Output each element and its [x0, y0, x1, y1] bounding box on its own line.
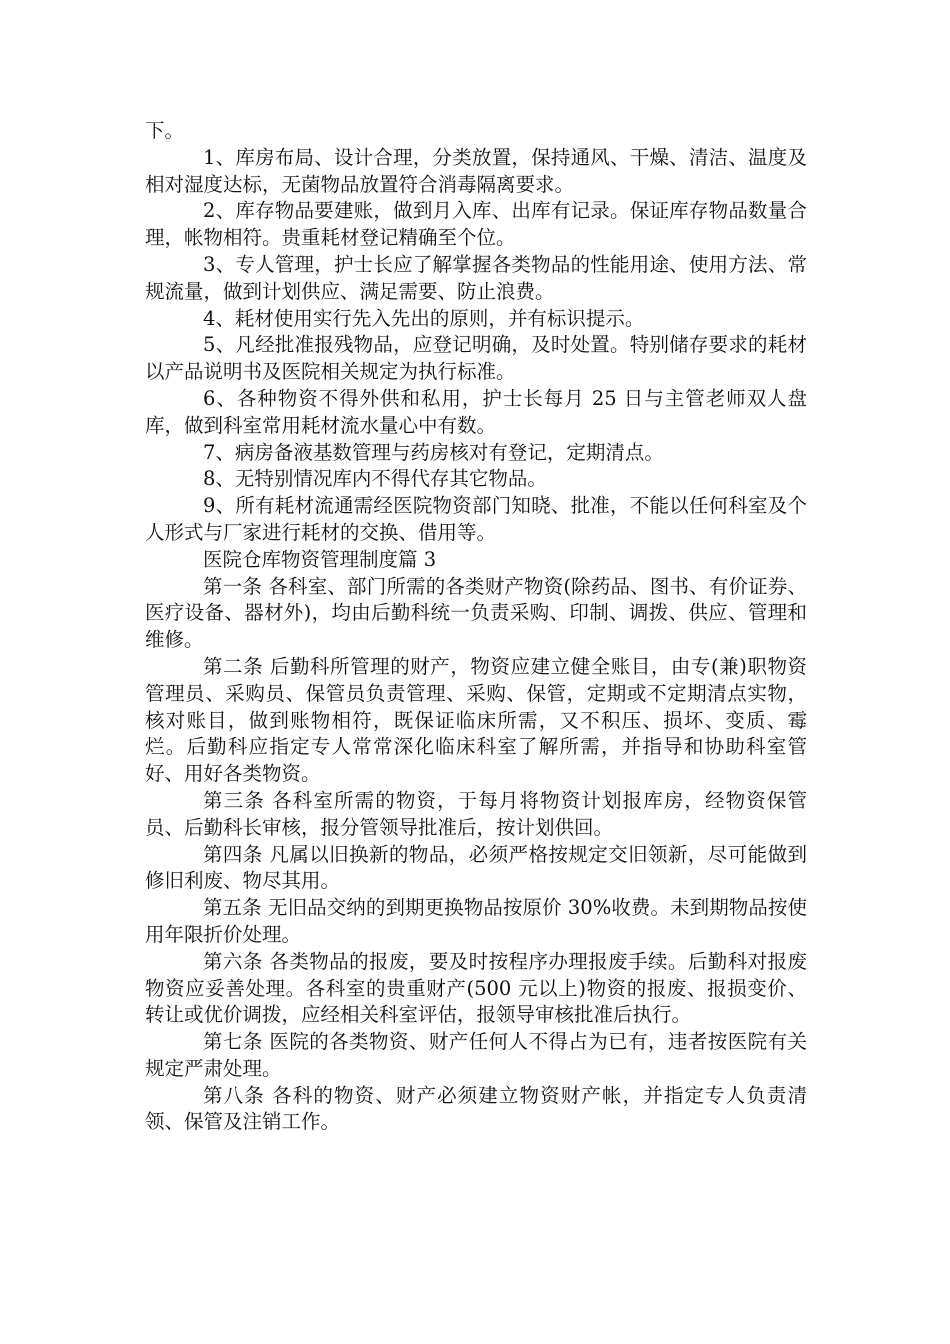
paragraph-article-6: 第六条 各类物品的报废，要及时按程序办理报废手续。后勤科对报废物资应妥善处理。各科室的贵重财产(500 元以上)物资的报废、报损变价、转让或优价调拨，应经相关科室评估，报领导审核批准后执行。	[145, 949, 807, 1027]
paragraph-rule-5: 5、凡经批准报残物品，应登记明确，及时处置。特别储存要求的耗材以产品说明书及医院相关规定为执行标准。	[145, 333, 807, 384]
paragraph-article-5: 第五条 无旧品交纳的到期更换物品按原价 30%收费。未到期物品按使用年限折价处理。	[145, 896, 807, 946]
paragraph-rule-3: 3、专人管理，护士长应了解掌握各类物品的性能用途、使用方法、常规流量，做到计划供应、满足需要、防止浪费。	[145, 252, 807, 303]
paragraph-article-8: 第八条 各科的物资、财产必须建立物资财产帐，并指定专人负责清领、保管及注销工作。	[145, 1083, 807, 1134]
paragraph-rule-7: 7、病房备液基数管理与药房核对有登记，定期清点。	[203, 440, 664, 464]
paragraph-article-1: 第一条 各科室、部门所需的各类财产物资(除药品、图书、有价证券、医疗设备、器材外)，均由后勤科统一负责采购、印制、调拨、供应、管理和维修。	[145, 574, 807, 652]
paragraph-article-2: 第二条 后勤科所管理的财产，物资应建立健全账目，由专(兼)职物资管理员、采购员、保管员负责管理、采购、保管，定期或不定期清点实物，核对账目，做到账物相符，既保证临床所需，又不积压、损坏、变质、霉烂。后勤科应指定专人常常深化临床科室了解所需，并指导和协助科室管好、用好各类物资。	[145, 654, 807, 786]
paragraph-article-7: 第七条 医院的各类物资、财产任何人不得占为已有，违者按医院有关规定严肃处理。	[145, 1030, 807, 1080]
document-body	[145, 118, 807, 1136]
paragraph-article-4: 第四条 凡属以旧换新的物品，必须严格按规定交旧领新，尽可能做到修旧利废、物尽其用。	[145, 842, 807, 893]
paragraph-rule-4: 4、耗材使用实行先入先出的原则，并有标识提示。	[203, 306, 645, 330]
paragraph-continuation: 下。	[145, 119, 185, 142]
paragraph-rule-6: 6、各种物资不得外供和私用，护士长每月 25 日与主管老师双人盘库，做到科室常用耗材流水量心中有数。	[145, 386, 807, 437]
paragraph-rule-2: 2、库存物品要建账，做到月入库、出库有记录。保证库存物品数量合理，帐物相符。贵重耗材登记精确至个位。	[145, 199, 807, 250]
section-title: 医院仓库物资管理制度篇 3	[203, 547, 437, 571]
paragraph-rule-1: 1、库房布局、设计合理，分类放置，保持通风、干燥、清洁、温度及相对湿度达标，无菌物品放置符合消毒隔离要求。	[145, 145, 807, 196]
paragraph-rule-9: 9、所有耗材流通需经医院物资部门知晓、批准，不能以任何科室及个人形式与厂家进行耗材的交换、借用等。	[145, 494, 807, 544]
paragraph-rule-8: 8、无特别情况库内不得代存其它物品。	[203, 467, 547, 491]
paragraph-article-3: 第三条 各科室所需的物资，于每月将物资计划报库房，经物资保管员、后勤科长审核，报分管领导批准后，按计划供回。	[145, 788, 807, 839]
